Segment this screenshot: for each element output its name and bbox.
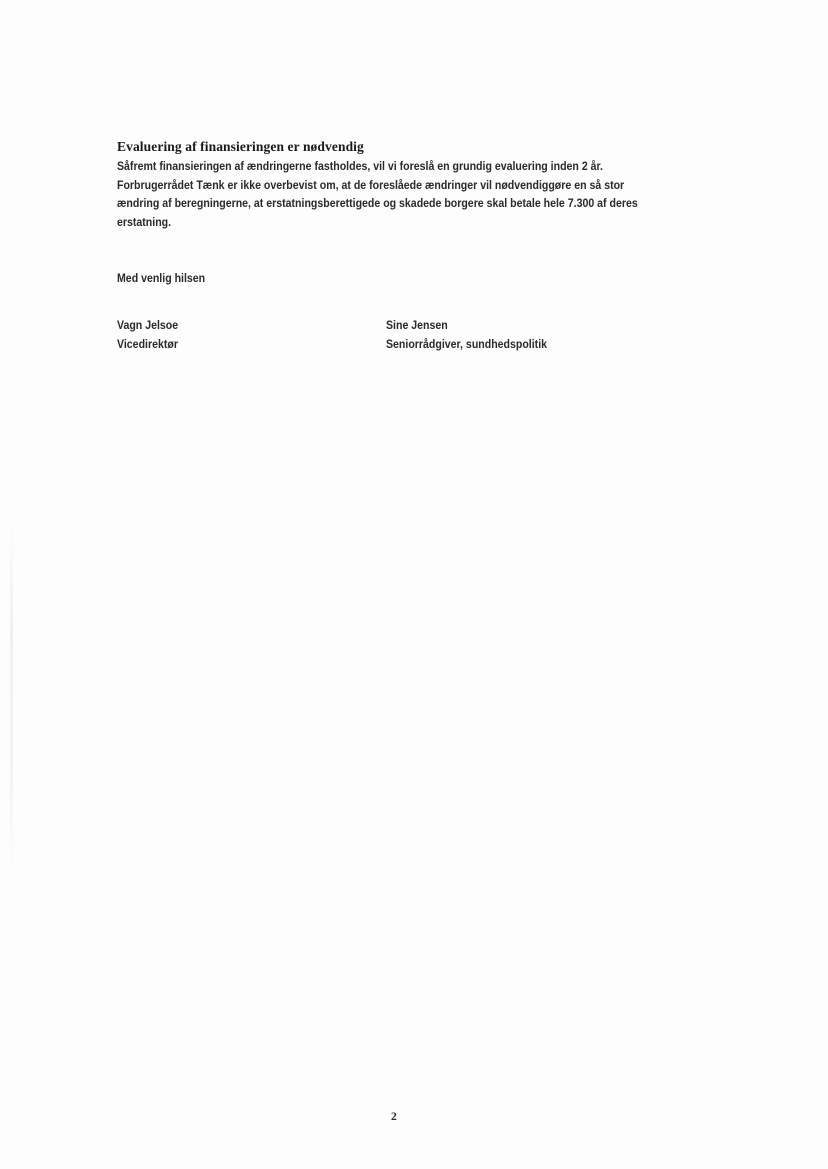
signer-block-right bbox=[386, 316, 547, 354]
signer-title: Vicedirektør bbox=[117, 337, 178, 351]
page-number: 2 bbox=[391, 1111, 397, 1123]
paragraph-line: Forbrugerrådet Tænk er ikke overbevist om, at de foreslåede ændringer vil nødvendiggøre en så stor bbox=[117, 177, 625, 192]
paragraph-line: Såfremt finansieringen af ændringerne fastholdes, vil vi foreslå en grundig evaluering inden 2 år. bbox=[117, 159, 604, 173]
body-paragraph bbox=[117, 157, 702, 231]
signer-name: Vagn Jelsoe bbox=[117, 318, 179, 332]
section-heading: Evaluering af finansieringen er nødvendig bbox=[117, 139, 364, 154]
signer-block-left bbox=[117, 316, 178, 354]
closing-salutation: Med venlig hilsen bbox=[117, 271, 206, 285]
signer-title: Seniorrådgiver, sundhedspolitik bbox=[386, 337, 548, 351]
paragraph-line: ændring af beregningerne, at erstatningsberettigede og skadede borgere skal betale hele 7.300 af deres bbox=[117, 196, 638, 210]
signer-name: Sine Jensen bbox=[386, 318, 448, 332]
paragraph-line: erstatning. bbox=[117, 214, 172, 229]
scan-artifact bbox=[10, 520, 13, 880]
